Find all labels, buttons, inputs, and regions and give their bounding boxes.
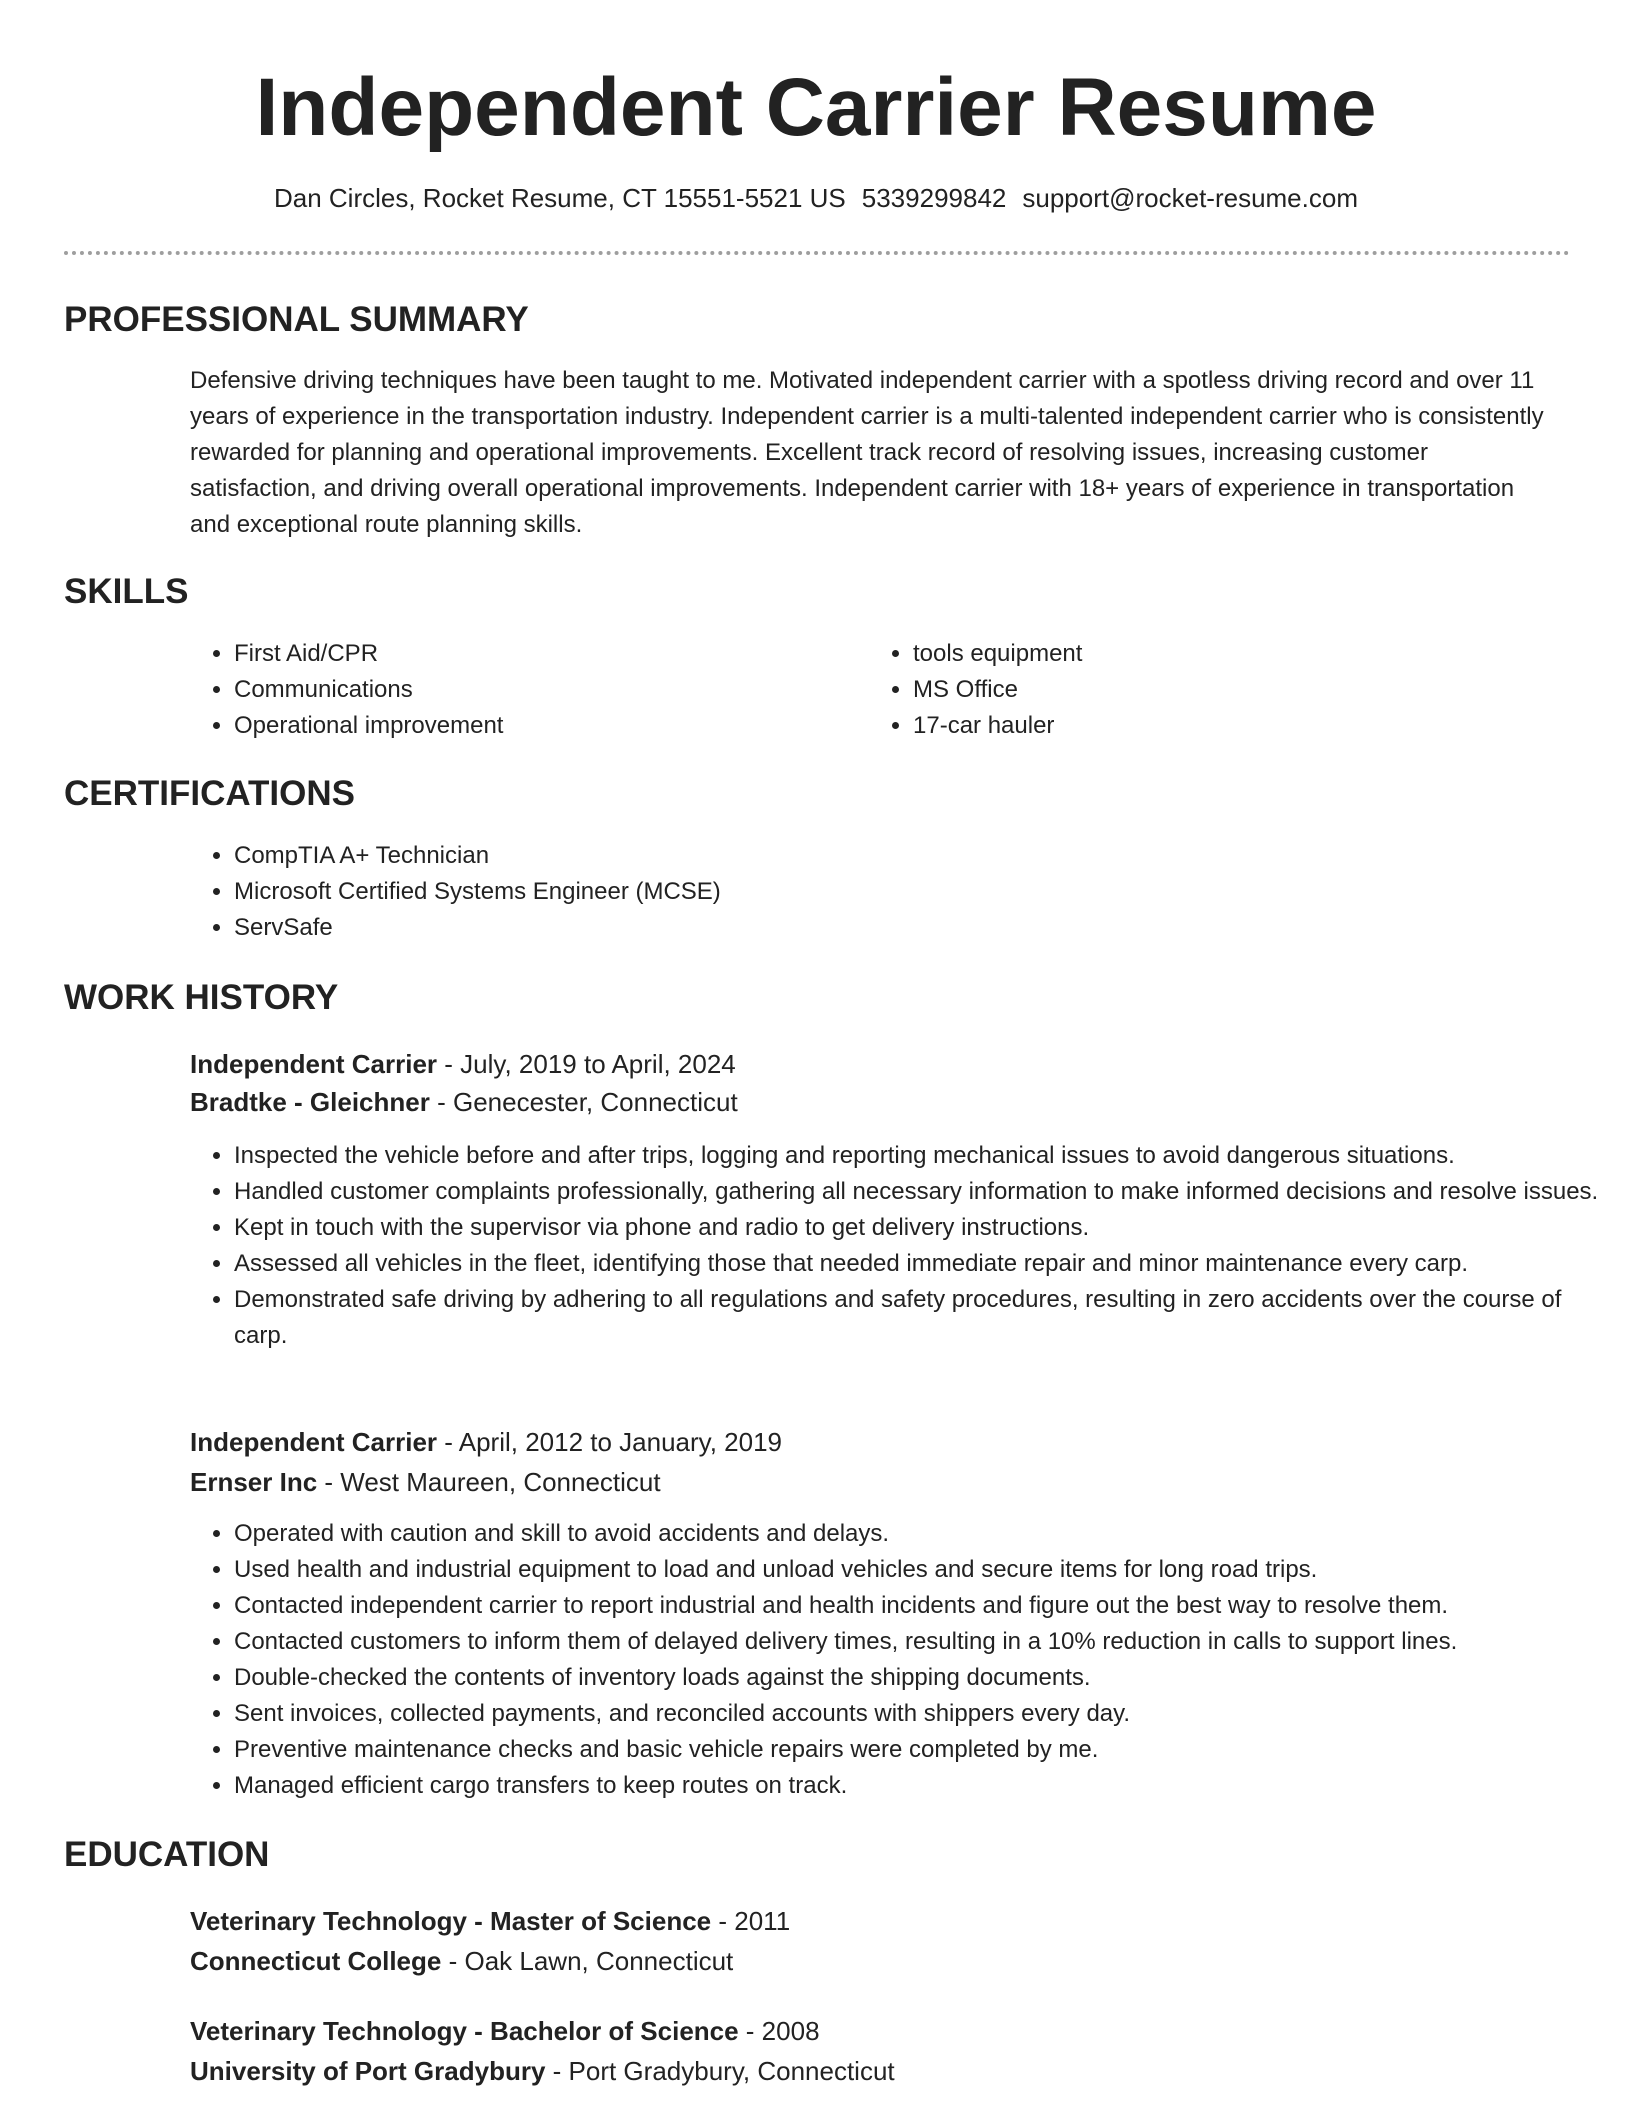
skill-item: • Operational improvement bbox=[234, 708, 834, 744]
certification-item: • CompTIA A+ Technician bbox=[234, 838, 1534, 874]
job-company: Bradtke - Gleichner bbox=[190, 1087, 430, 1117]
certifications-list bbox=[190, 838, 1534, 946]
summary-text: Defensive driving techniques have been taught to me. Motivated independent carrier with a spotless driving record and over 11 years of experience in the transportation industry. Independent carrier is a multi-talented independent carrier who is consistently rewarded for planning and operational improvements. Excellent track record of resolving issues, increasing customer satisfaction, and driving overall operational improvements. Independent carrier with 18+ years of experience in transportation and exceptional route planning skills. bbox=[190, 367, 1544, 538]
job-bullet: • Double-checked the contents of inventory loads against the shipping documents. bbox=[234, 1660, 1604, 1696]
contact-line bbox=[0, 180, 1632, 216]
skill-item: • 17-car hauler bbox=[913, 708, 1513, 744]
education-heading: EDUCATION bbox=[64, 1835, 270, 1874]
school-location: - Port Gradybury, Connecticut bbox=[545, 2056, 895, 2086]
certification-item: • ServSafe bbox=[234, 910, 1534, 946]
skills-heading: SKILLS bbox=[64, 572, 189, 611]
job-bullet: • Contacted independent carrier to report industrial and health incidents and figure out the best way to resolve them. bbox=[234, 1588, 1604, 1624]
job-company-line bbox=[190, 1463, 661, 1501]
job-company: Ernser Inc bbox=[190, 1467, 318, 1497]
job-bullets bbox=[190, 1516, 1604, 1804]
header-divider bbox=[64, 251, 1570, 255]
job-bullet: • Assessed all vehicles in the fleet, identifying those that needed immediate repair and minor maintenance every carp. bbox=[234, 1246, 1604, 1282]
job-title-line bbox=[190, 1423, 782, 1461]
job-bullet: • Operated with caution and skill to avoid accidents and delays. bbox=[234, 1516, 1604, 1552]
degree-year: - 2011 bbox=[711, 1906, 791, 1936]
job-dates: - April, 2012 to January, 2019 bbox=[437, 1427, 783, 1457]
job-bullet: • Preventive maintenance checks and basic vehicle repairs were completed by me. bbox=[234, 1732, 1604, 1768]
contact-phone: 5339299842 bbox=[861, 183, 1007, 213]
job-title-line bbox=[190, 1045, 736, 1083]
job-bullet: • Handled customer complaints professionally, gathering all necessary information to make informed decisions and resolve issues. bbox=[234, 1174, 1604, 1210]
contact-address: Dan Circles, Rocket Resume, CT 15551-5521 US bbox=[273, 183, 846, 213]
skill-item: • First Aid/CPR bbox=[234, 636, 834, 672]
job-bullets bbox=[190, 1138, 1604, 1354]
job-dates: - July, 2019 to April, 2024 bbox=[437, 1049, 736, 1079]
degree-name: Veterinary Technology - Bachelor of Science bbox=[190, 2016, 739, 2046]
school-name: Connecticut College bbox=[190, 1946, 442, 1976]
job-bullet: • Used health and industrial equipment to load and unload vehicles and secure items for long road trips. bbox=[234, 1552, 1604, 1588]
job-company-line bbox=[190, 1083, 738, 1121]
summary-heading: PROFESSIONAL SUMMARY bbox=[64, 300, 529, 339]
school-name: University of Port Gradybury bbox=[190, 2056, 546, 2086]
degree-name: Veterinary Technology - Master of Science bbox=[190, 1906, 712, 1936]
job-bullet: • Inspected the vehicle before and after trips, logging and reporting mechanical issues to avoid dangerous situations. bbox=[234, 1138, 1604, 1174]
degree-year: - 2008 bbox=[738, 2016, 820, 2046]
skills-list-right bbox=[869, 636, 1513, 744]
school-line bbox=[190, 1942, 733, 1980]
skills-list-left bbox=[190, 636, 834, 744]
skill-item: • tools equipment bbox=[913, 636, 1513, 672]
contact-email[interactable]: support@rocket-resume.com bbox=[1022, 183, 1358, 213]
degree-line bbox=[190, 1902, 790, 1940]
degree-line bbox=[190, 2012, 820, 2050]
job-bullet: • Demonstrated safe driving by adhering to all regulations and safety procedures, resulting in zero accidents over the course of carp. bbox=[234, 1282, 1604, 1354]
resume-title: Independent Carrier Resume bbox=[255, 62, 1377, 153]
skill-item: • Communications bbox=[234, 672, 834, 708]
school-location: - Oak Lawn, Connecticut bbox=[441, 1946, 734, 1976]
work-heading: WORK HISTORY bbox=[64, 978, 339, 1017]
job-title: Independent Carrier bbox=[190, 1427, 438, 1457]
job-bullet: • Contacted customers to inform them of delayed delivery times, resulting in a 10% reduction in calls to support lines. bbox=[234, 1624, 1604, 1660]
certifications-heading: CERTIFICATIONS bbox=[64, 774, 356, 813]
job-location: - West Maureen, Connecticut bbox=[317, 1467, 661, 1497]
job-location: - Genecester, Connecticut bbox=[429, 1087, 738, 1117]
certification-item: • Microsoft Certified Systems Engineer (MCSE) bbox=[234, 874, 1534, 910]
skill-item: • MS Office bbox=[913, 672, 1513, 708]
job-bullet: • Sent invoices, collected payments, and reconciled accounts with shippers every day. bbox=[234, 1696, 1604, 1732]
job-title: Independent Carrier bbox=[190, 1049, 438, 1079]
job-bullet: • Managed efficient cargo transfers to keep routes on track. bbox=[234, 1768, 1604, 1804]
school-line bbox=[190, 2052, 895, 2090]
job-bullet: • Kept in touch with the supervisor via phone and radio to get delivery instructions. bbox=[234, 1210, 1604, 1246]
